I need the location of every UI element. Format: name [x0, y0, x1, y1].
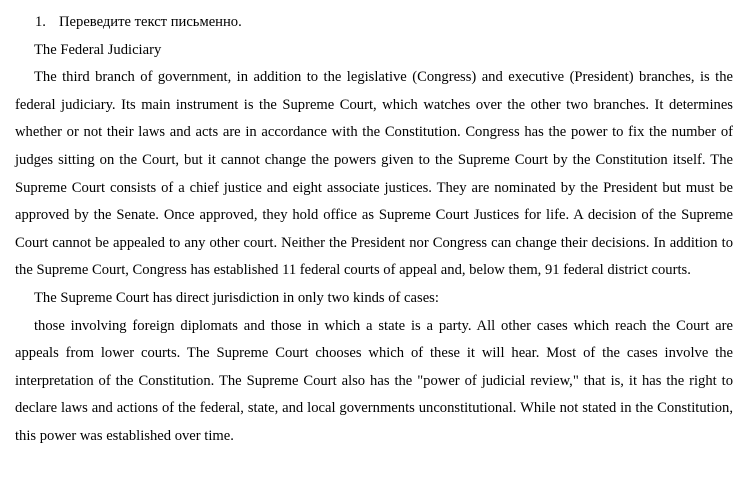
paragraph-jurisdiction-intro: The Supreme Court has direct jurisdiction in only two kinds of cases:	[34, 289, 439, 306]
paragraph-judiciary: The third branch of government, in addition to the legislative (Congress) and executive (President) branches, is the federal judiciary. Its main instrument is the Supreme Court, which watches over the other two branches. It determines whether or not their laws and acts are in accordance with the Constitution. Congress has the power to fix the number of judges sitting on the Court, but it cannot change the powers given to the Supreme Court by the Constitution itself. The Supreme Court consists of a chief justice and eight associate justices. They are nominated by the President but must be approved by the Senate. Once approved, they hold office as Supreme Court Justices for life. A decision of the Supreme Court cannot be appealed to any other court. Neither the President nor Congress can change their decisions. In addition to the Supreme Court, Congress has established 11 federal courts of appeal and, below them, 91 federal district courts.	[15, 69, 733, 279]
document-title: The Federal Judiciary	[34, 41, 162, 58]
task-number: 1.	[35, 14, 46, 30]
task-text: Переведите текст письменно.	[59, 14, 242, 30]
task-instruction	[15, 9, 733, 37]
document-page	[15, 9, 733, 451]
paragraph-cases: those involving foreign diplomats and those in which a state is a party. All other cases which reach the Court are appeals from lower courts. The Supreme Court chooses which of these it will hear. Most of the cases involve the interpretation of the Constitution. The Supreme Court also has the "power of judicial review," that is, it has the right to declare laws and actions of the federal, state, and local governments unconstitutional. While not stated in the Constitution, this power was established over time.	[15, 317, 733, 444]
